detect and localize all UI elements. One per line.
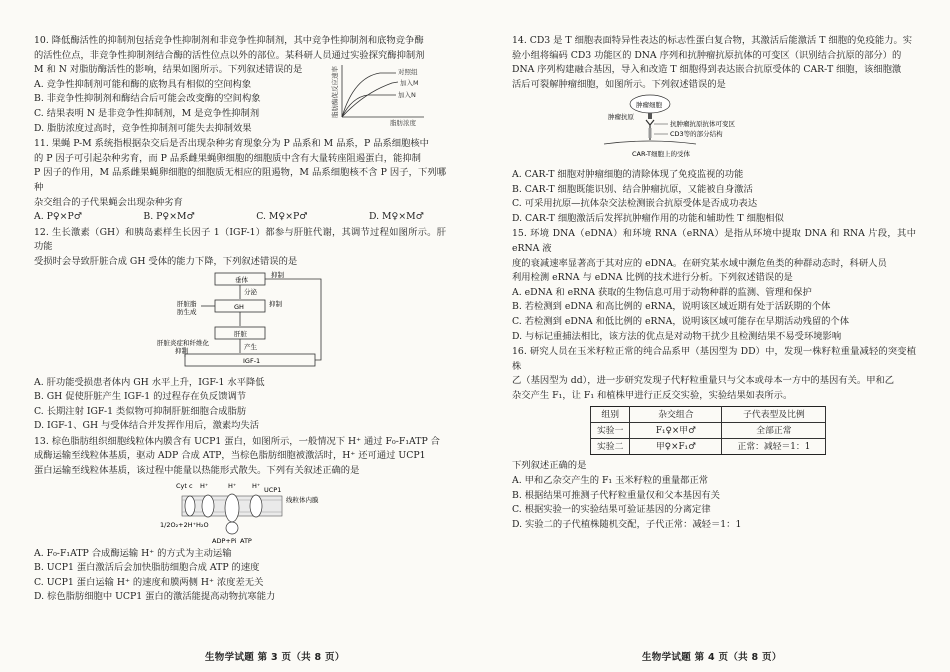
antigen <box>648 113 652 119</box>
liver-label: 肝脏 <box>234 329 247 338</box>
gh-igf1-diagram <box>155 271 325 375</box>
option-a: A. 甲和乙杂交产生的 F₁ 玉米籽粒的重量都正常 <box>512 475 709 487</box>
text-line: 度的衰减速率显著高于其对应的 eDNA。在研究某水域中濒危鱼类的种群动态时，科研人员 <box>512 257 887 269</box>
produce-label: 产生 <box>244 342 257 351</box>
option-d: D. IGF-1、GH 与受体结合并发挥作用后，激素均失活 <box>34 420 260 432</box>
right-page <box>512 34 916 533</box>
text-line: 10. 降低酶活性的抑制剂包括竞争性抑制剂和非竞争性抑制剂，其中竞争性抑制剂和底物竞争酶 <box>34 35 424 46</box>
curve-label-m: 加入M <box>400 79 419 87</box>
o2-label: 1/2O₂+2H⁺ <box>160 520 197 529</box>
table-header: 子代表型及比例 <box>722 407 826 423</box>
text-line: 的 P 因子可引起杂种劣育，而 P 品系雌果蝇卵细胞的细胞质中含有大量转座阻遏蛋白，能抑制 <box>34 152 421 164</box>
text-line: M 和 N 对脂肪酶活性的影响，结果如图所示。下列叙述错误的是 <box>34 64 303 76</box>
ucp1-label: UCP1 <box>264 485 282 494</box>
option-c: C. M♀×P♂ <box>256 211 308 223</box>
option-c: C. 结果表明 N 是非竞争性抑制剂，M 是竞争性抑制剂 <box>34 107 260 119</box>
question-15 <box>512 227 916 344</box>
left-label-1: 肝脏脂 <box>177 299 197 308</box>
table-row <box>591 439 826 455</box>
question-10 <box>34 34 446 136</box>
cyt-c-protein <box>185 496 195 516</box>
options-row <box>34 210 424 225</box>
receptor-caption: CAR-T细胞上的受体 <box>632 150 690 159</box>
curve-n <box>342 95 396 117</box>
igf1-label: IGF-1 <box>243 356 261 365</box>
table-cell: F₁♀×甲♂ <box>630 423 722 439</box>
table-cell: 正常：减轻＝1：1 <box>722 439 826 455</box>
table-cell: 甲♀×F₁♂ <box>630 439 722 455</box>
page-footer-right: 生物学试题 第 4 页（共 8 页） <box>642 652 782 663</box>
variable-region-label: 抗肿瘤抗原抗体可变区 <box>670 120 735 129</box>
complex-protein <box>202 495 214 517</box>
text-line: 蛋白运输至线粒体基质，该过程中能量以热能形式散失。下列有关叙述正确的是 <box>34 465 360 477</box>
option-b: B. CAR-T 细胞既能识别、结合肿瘤抗原，又能被自身激活 <box>512 183 753 195</box>
option-b: B. GH 促使肝脏产生 IGF-1 的过程存在负反馈调节 <box>34 391 247 403</box>
table-row <box>591 423 826 439</box>
option-d: D. 棕色脂肪细胞中 UCP1 蛋白的激活能提高动物抗寒能力 <box>34 591 276 603</box>
option-d: D. 实验二的子代植株随机交配，子代正常：减轻＝1：1 <box>512 518 742 530</box>
y-axis-label: 脂肪酶促反应速率 <box>331 66 339 118</box>
antigen-label: 肿瘤抗原 <box>608 113 634 122</box>
question-16-prompt: 下列叙述正确的是 <box>512 460 587 472</box>
option-a: A. CAR-T 细胞对肿瘤细胞的清除体现了免疫监视的功能 <box>512 168 744 180</box>
text-line: 11. 果蝇 P-M 系统指根据杂交后是否出现杂种劣育现象分为 P 品系和 M 品系，P 品系细胞核中 <box>34 138 429 150</box>
curve-label-control: 对照组 <box>398 68 418 76</box>
ucp1-protein <box>250 495 262 517</box>
left-label-2: 肪生成 <box>177 307 197 316</box>
table-cell: 全部正常 <box>722 423 826 439</box>
text-line: 16. 研究人员在玉米籽粒正常的纯合品系甲（基因型为 DD）中，发现一株籽粒重量减轻的突变植株 <box>512 346 916 372</box>
question-11 <box>34 137 446 225</box>
option-a: A. F₀-F₁ATP 合成酶运输 H⁺ 的方式为主动运输 <box>34 547 232 559</box>
option-b: B. 非竞争性抑制剂和酶结合后可能会改变酶的空间构象 <box>34 93 261 105</box>
text-line: 杂交产生 F₁，让 F₁ 和植株甲进行正反交实验，实验结果如表所示。 <box>512 389 793 401</box>
h-label-3: H⁺ <box>252 481 261 490</box>
option-a: A. 肝功能受损患者体内 GH 水平上升，IGF-1 水平降低 <box>34 376 265 388</box>
text-line: 乙（基因型为 dd），进一步研究发现子代籽粒重量只与父本或母本一方中的基因有关。甲和乙 <box>512 375 895 387</box>
option-a: A. P♀×P♂ <box>34 211 83 223</box>
option-a: A. 竞争性抑制剂可能和酶的底物具有相似的空间构象 <box>34 78 252 90</box>
option-b: B. 若检测到 eDNA 和高比例的 eRNA，说明该区域近期有处于活跃期的个体 <box>512 301 831 313</box>
option-a: A. eDNA 和 eRNA 获取的生物信息可用于动物种群的监测、管理和保护 <box>512 286 812 298</box>
h2o-label: H₂O <box>196 520 209 529</box>
option-c: C. UCP1 蛋白运输 H⁺ 的速度和膜两侧 H⁺ 浓度差无关 <box>34 576 264 588</box>
inhibit-label-bottom: 抑制 <box>175 346 188 355</box>
option-b: B. P♀×M♂ <box>143 211 195 223</box>
page-footer-left: 生物学试题 第 3 页（共 8 页） <box>205 652 345 663</box>
inhibit-label-top: 抑制 <box>271 270 284 279</box>
option-b: B. UCP1 蛋白激活后会加快脂肪细胞合成 ATP 的速度 <box>34 562 260 574</box>
question-13 <box>34 435 446 605</box>
secrete-label: 分泌 <box>244 287 257 296</box>
question-14 <box>512 34 916 226</box>
x-axis-label: 脂肪浓度 <box>390 119 416 127</box>
mitochondria-membrane-diagram <box>160 480 320 546</box>
table-header: 杂交组合 <box>630 407 722 423</box>
membrane-label: 线粒体内膜 <box>286 495 319 504</box>
cytc-label: Cyt c <box>176 481 193 490</box>
table-cell: 实验一 <box>591 423 630 439</box>
tumor-cell-label: 肿瘤细胞 <box>636 101 662 110</box>
curve-m <box>342 82 398 117</box>
text-line: 13. 棕色脂肪组织细胞线粒体内膜含有 UCP1 蛋白，如图所示，一般情况下 H⁺ 通过 F₀-F₁ATP 合 <box>34 435 440 447</box>
text-line: 受损时会导致肝脏合成 GH 受体的能力下降，下列叙述错误的是 <box>34 255 298 267</box>
option-d: D. 脂肪浓度过高时，竞争性抑制剂可能失去抑制效果 <box>34 122 252 134</box>
option-d: D. 与标记重捕法相比，该方法的优点是对动物干扰少且检测结果不易受环境影响 <box>512 330 842 342</box>
text-line: 验小组将编码 CD3 功能区的 DNA 序列和抗肿瘤抗原抗体的可变区（识别结合抗原的部分）的 <box>512 49 902 61</box>
table-header-row <box>591 407 826 423</box>
inflammation-label: 肝脏炎症和纤维化 <box>157 338 209 347</box>
inhibit-label-right: 抑制 <box>269 299 282 308</box>
question-16 <box>512 345 916 532</box>
cross-results-table <box>590 406 826 455</box>
text-line: 的活性位点，非竞争性抑制剂结合酶的活性位点以外的部位。某科研人员通过实验探究酶抑制剂 <box>34 49 425 61</box>
atp-label: ATP <box>240 536 252 545</box>
question-12 <box>34 226 446 434</box>
left-page <box>34 34 446 606</box>
h-label-1: H⁺ <box>200 481 209 490</box>
option-c: C. 可采用抗原—抗体杂交法检测嵌合抗原受体是否成功表达 <box>512 198 758 210</box>
curve-label-n: 加入N <box>398 91 416 99</box>
h-label-2: H⁺ <box>228 481 237 490</box>
adp-label: ADP+Pi <box>212 536 237 545</box>
car-t-diagram <box>584 92 814 162</box>
gh-label: GH <box>234 302 244 311</box>
text-line: DNA 序列构建融合基因，导入和改造 T 细胞得到表达嵌合抗原受体的 CAR-T 细胞，该细胞激 <box>512 64 902 76</box>
text-line: P 因子的作用，M 品系雌果蝇卵细胞的细胞质无相应的阻遏物，M 品系细胞核不含 P 因子，下列哪种 <box>34 167 446 193</box>
text-line: 15. 环境 DNA（eDNA）和环境 RNA（eRNA）是指从环境中提取 DNA 和 RNA 片段，其中 eRNA 液 <box>512 228 916 254</box>
cd3-label: CD3等的部分结构 <box>670 130 723 139</box>
text-line: 利用检测 eRNA 与 eDNA 比例的技术进行分析。下列叙述错误的是 <box>512 272 793 284</box>
pituitary-label: 垂体 <box>235 275 248 284</box>
table-header: 组别 <box>591 407 630 423</box>
text-line: 活后可裂解肿瘤细胞，如图所示。下列叙述错误的是 <box>512 78 726 90</box>
text-line: 杂交组合的子代果蝇会出现杂种劣育 <box>34 196 183 208</box>
option-c: C. 若检测到 eDNA 和低比例的 eRNA，说明该区域可能存在早期活动残留的个体 <box>512 315 850 327</box>
text-line: 12. 生长激素（GH）和胰岛素样生长因子 1（IGF-1）都参与肝脏代谢，其调节过程如图所示。肝功能 <box>34 226 446 253</box>
text-line: 成酶运输至线粒体基质，驱动 ADP 合成 ATP，当棕色脂肪细胞被激活时，H⁺ 还可通过 UCP1 <box>34 450 426 462</box>
option-d: D. CAR-T 细胞激活后发挥抗肿瘤作用的功能和辅助性 T 细胞相似 <box>512 212 784 224</box>
enzyme-rate-graph <box>332 63 428 127</box>
option-b: B. 根据结果可推测子代籽粒重量仅和父本基因有关 <box>512 489 720 501</box>
option-d: D. M♀×M♂ <box>368 211 424 223</box>
table-cell: 实验二 <box>591 439 630 455</box>
text-line: 14. CD3 是 T 细胞表面特异性表达的标志性蛋白复合物，其激活后能激活 T 细胞的免疫能力。实 <box>512 35 913 46</box>
atp-synthase <box>225 494 239 522</box>
option-c: C. 根据实验一的实验结果可验证基因的分离定律 <box>512 504 711 516</box>
option-c: C. 长期注射 IGF-1 类似物可抑制肝脏细胞合成脂肪 <box>34 405 247 417</box>
